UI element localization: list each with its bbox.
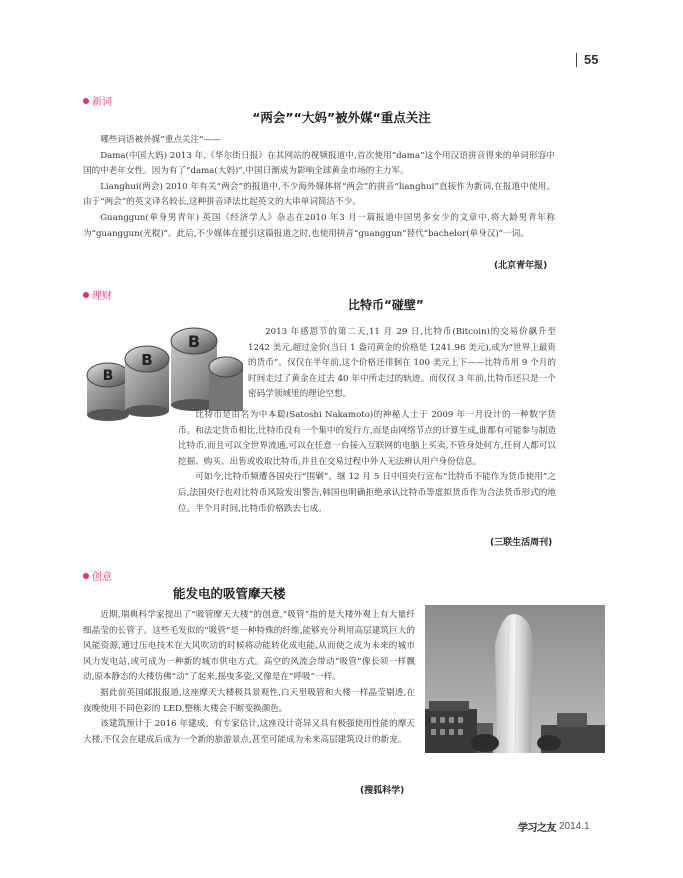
bullet-dot-icon: [83, 573, 89, 579]
article-title-bitcoin: 比特币“碰壁”: [348, 298, 424, 312]
issue-number: 2014.1: [559, 821, 590, 832]
bullet-dot-icon: [83, 98, 89, 104]
source-credit: (三联生活周刊): [490, 538, 553, 548]
section-tag-finance: 理财: [83, 287, 112, 302]
page-number: 55: [584, 52, 598, 67]
section-tag-new-words: 新词: [83, 93, 112, 108]
article-title-lianghui: “两会”“大妈”被外媒“重点关注: [252, 110, 431, 125]
article-body-bitcoin-p2: [178, 408, 556, 517]
paragraph: Guanggun(单身男青年) 英国《经济学人》杂志在2010 年3 月一篇报道中国男多女少的文章中,将大龄男青年称为“guanggun(光棍)”。此后,不少媒体在援引这篇报道之时,也使用拼音“guanggun”替代“bachelor(单身汉)”一词。: [83, 212, 555, 239]
source-credit: (北京青年报): [494, 261, 548, 271]
article-body-lianghui: [83, 133, 555, 242]
article-body-skyscraper: [83, 608, 415, 748]
source-credit: (搜狐科学): [360, 786, 405, 796]
magazine-logo: 学习之友: [518, 823, 556, 834]
article-title-skyscraper: 能发电的吸管摩天楼: [173, 586, 286, 601]
paragraph: 2013 年感恩节的第二天,11 月 29 日,比特币(Bitcoin)的交易价飙升至 1242 美元,超过金价(当日 1 盎司黄金的价格是 1241.98 美元),成为“世界上最贵的货币”。仅仅在半年前,这个价格还徘徊在 100 美元上下——比特币用 9 个月的时间走过了黄金在过去 40 年中所走过的轨迹。而仅仅 3 年前,比特币还只是一个密码学领域里的理论空想。: [248, 327, 556, 400]
svg-text:B: B: [187, 332, 201, 351]
page-number-divider: [576, 53, 577, 67]
paragraph: 该建筑预计于 2016 年建成。有专家估计,这座设计奇异又具有极强使用性能的摩天大楼,不仅会在建成后成为一个新的旅游景点,甚至可能成为未来高层建筑设计的新宠。: [83, 719, 415, 745]
paragraph: Lianghui(两会) 2010 年有关“两会”的报道中,不少海外媒体将“两会”的拼音“lianghui”直接作为新词,在报道中使用。由于“两会”的英文译名较长,这种拼音译法比起英文的大串单词简洁不少。: [83, 181, 555, 208]
article-body-bitcoin-p1: [248, 325, 556, 403]
paragraph: Dama(中国大妈) 2013 年,《华尔街日报》在其网站的视频报道中,首次使用“dama”这个用汉语拼音得来的单词形容中国的中老年女性。因为有了“dama(大妈)”,中国日渐成为影响全球黄金市场的主力军。: [83, 150, 555, 177]
section-tag-creative: 创意: [83, 568, 112, 583]
paragraph: 哪些词语被外媒“重点关注”——: [100, 135, 221, 145]
paragraph: 近期,瑞典科学家提出了“吸管摩天大楼”的创意,“吸管”指的是大楼外观上有大量纤细晶莹的长管子。这些毛发似的“吸管”是一种特殊的纤维,能够充分利用高层建筑巨大的风能资源,通过压电技术在大风吹动的时候将动能转化成电能,从而使之成为未来的城市风力发电站,或可成为一种新的城市供电方式。高空的风流会带动“吸管”像长须一样飘动,原本静态的大楼仿佛“动”了起来,摇曳多姿,又像是在“呼吸”一样。: [83, 610, 415, 683]
straw-skyscraper-image: [425, 605, 605, 753]
paragraph: 据此前英国邮报报道,这座摩天大楼极具景观性,白天里吸管和大楼一样晶莹剔透,在夜晚使用不同色彩的 LED,整栋大楼会不断变换颜色。: [83, 687, 415, 714]
bullet-dot-icon: [83, 292, 89, 298]
footer: [518, 819, 590, 834]
paragraph: 比特币是由名为中本聪(Satoshi Nakamoto)的神秘人士于 2009 年一月设计的一种数字货币。和法定货币相比,比特币没有一个集中的发行方,而是由网络节点的计算生成,谁都有可能参与制造比特币,而且可以全世界流通,可以在任意一台接入互联网的电脑上买卖,不管身处何方,任何人都可以挖掘、购买、出售或收取比特币,并且在交易过程中外人无法辨认用户身份信息。: [178, 410, 556, 467]
svg-text:B: B: [102, 368, 114, 384]
paragraph: 可如今,比特币频遭各国央行“围剿”。继 12 月 5 日中国央行宣布“比特币不能作为货币使用”之后,法国央行也对比特币风险发出警告,韩国也明确拒绝承认比特币等虚拟货币作为合法货币形式的地位。半个月时间,比特币价格跌去七成。: [178, 472, 556, 514]
svg-text:B: B: [141, 351, 153, 369]
